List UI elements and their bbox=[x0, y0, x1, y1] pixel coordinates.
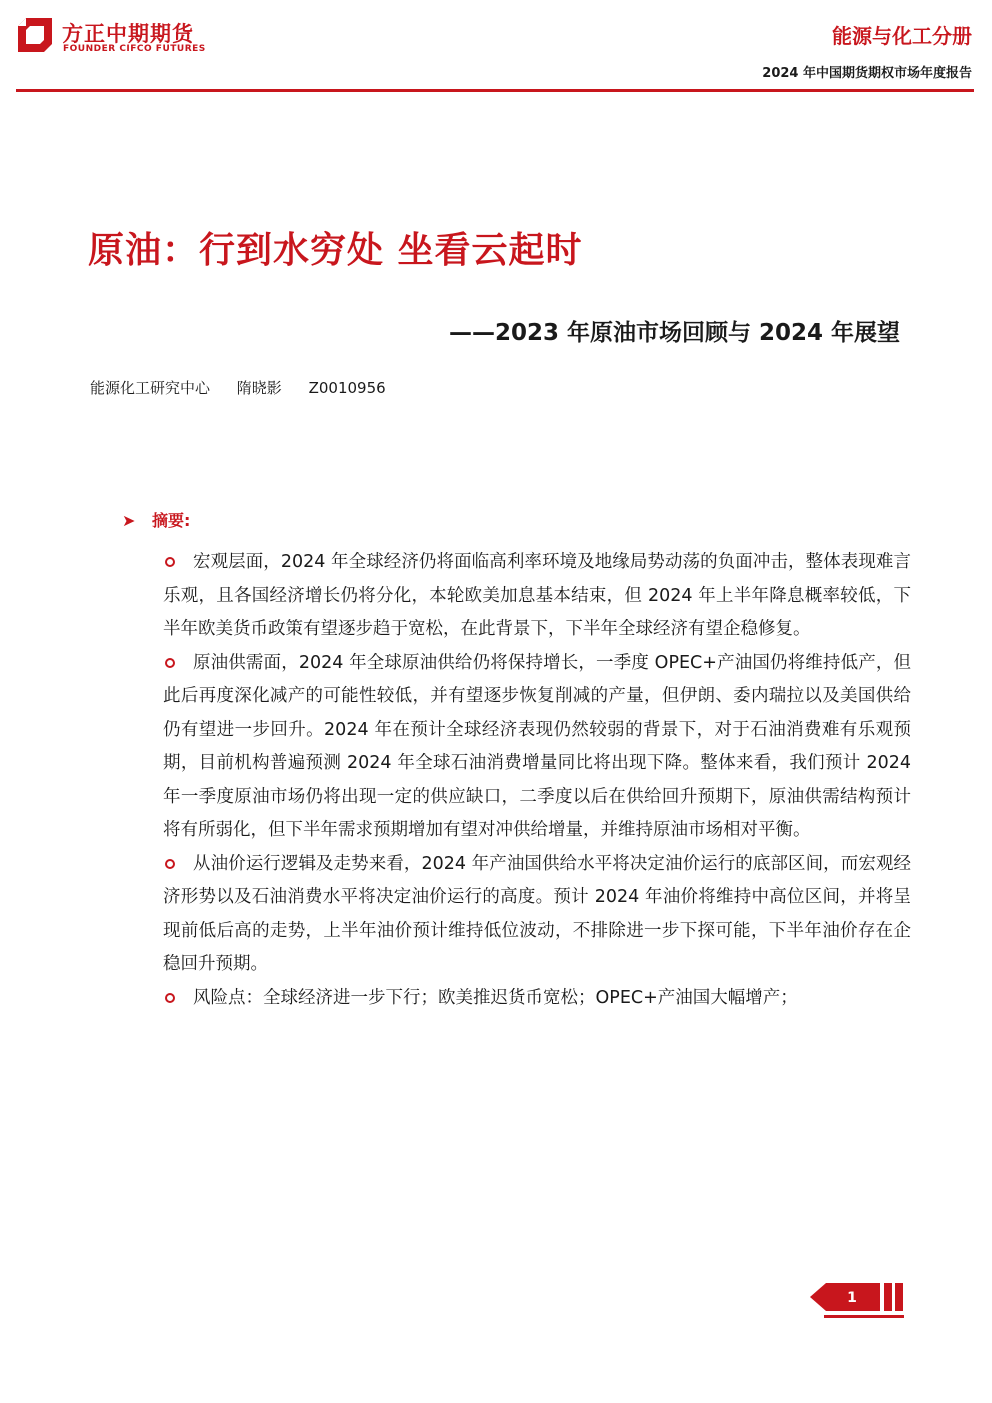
header-divider bbox=[16, 89, 974, 92]
abstract-item bbox=[163, 982, 911, 1016]
author-department: 能源化工研究中心 bbox=[90, 379, 211, 397]
logo-chinese-name: 方正中期期货 bbox=[62, 22, 194, 46]
ring-bullet-icon bbox=[165, 658, 175, 668]
abstract-item-text: 风险点：全球经济进一步下行；欧美推迟货币宽松；OPEC+产油国大幅增产； bbox=[193, 987, 798, 1008]
abstract-item-text: 宏观层面，2024 年全球经济仍将面临高利率环境及地缘局势动荡的负面冲击，整体表现难言乐观，且各国经济增长仍将分化，本轮欧美加息基本结束，但 2024 年上半年降息概率较低，下半年欧美货币政策有望逐步趋于宽松，在此背景下，下半年全球经济有望企稳修复。 bbox=[163, 552, 911, 639]
page-subtitle: ——2023 年原油市场回顾与 2024 年展望 bbox=[448, 320, 900, 346]
logo-english-name: FOUNDER CIFCO FUTURES bbox=[63, 44, 206, 54]
abstract-item-text: 从油价运行逻辑及走势来看，2024 年产油国供给水平将决定油价运行的底部区间，而宏观经济形势以及石油消费水平将决定油价运行的高度。预计 2024 年油价将维持中高位区间，并将呈现前低后高的走势，上半年油价预计维持低位波动，不排除进一步下探可能，下半年油价存在企稳回升预期。 bbox=[163, 853, 911, 974]
ring-bullet-icon bbox=[165, 993, 175, 1003]
arrow-right-icon: ➤ bbox=[122, 511, 136, 530]
abstract-item-text: 原油供需面，2024 年全球原油供给仍将保持增长，一季度 OPEC+产油国仍将维持低产，但此后再度深化减产的可能性较低，并有望逐步恢复削减的产量，但伊朗、委内瑞拉以及美国供给仍有望进一步回升。2024 年在预计全球经济表现仍然较弱的背景下，对于石油消费难有乐观预期，目前机构普遍预测 2024 年全球石油消费增量同比将出现下降。整体来看，我们预计 2024 年一季度原油市场仍将出现一定的供应缺口，二季度以后在供给回升预期下，原油供需结构预计将有所弱化，但下半年需求预期增加有望对冲供给增量，并维持原油市场相对平衡。 bbox=[163, 652, 911, 840]
author-name: 隋晓影 bbox=[236, 379, 282, 397]
abstract-body bbox=[163, 546, 911, 1015]
section-title: 能源与化工分册 bbox=[832, 24, 972, 48]
page-title: 原油：行到水穷处 坐看云起时 bbox=[88, 230, 583, 271]
author-info bbox=[90, 377, 408, 398]
page-number: 1 bbox=[847, 1290, 857, 1306]
ring-bullet-icon bbox=[165, 859, 175, 869]
abstract-heading-label: 摘要: bbox=[152, 511, 191, 530]
company-logo bbox=[16, 16, 216, 60]
abstract-item bbox=[163, 647, 911, 848]
report-title: 2024 年中国期货期权市场年度报告 bbox=[762, 66, 972, 81]
ring-bullet-icon bbox=[165, 557, 175, 567]
abstract-item bbox=[163, 848, 911, 982]
founder-logo-icon bbox=[16, 16, 54, 54]
author-license: Z0010956 bbox=[308, 379, 386, 397]
abstract-heading bbox=[122, 508, 190, 531]
abstract-item bbox=[163, 546, 911, 647]
page-header bbox=[0, 0, 992, 95]
